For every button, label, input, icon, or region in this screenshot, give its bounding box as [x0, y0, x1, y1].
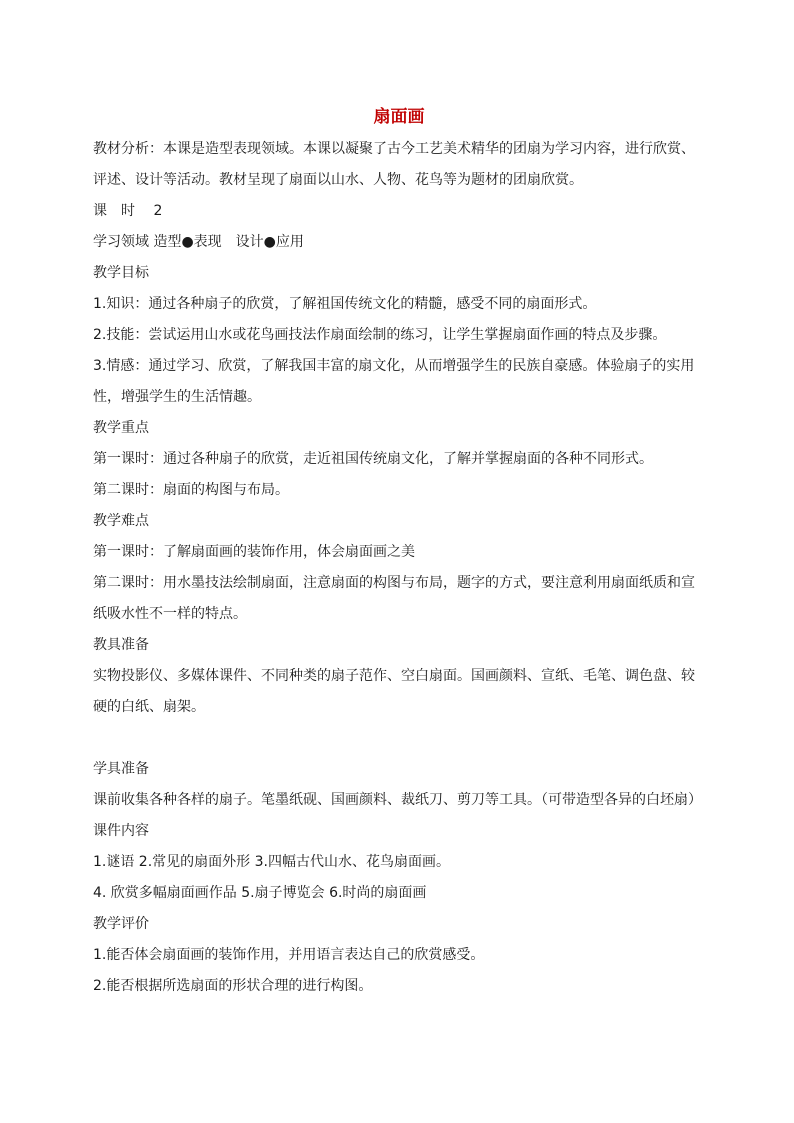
text-line-difficulty-2b: 纸吸水性不一样的特点。: [93, 606, 247, 622]
text-line-goal-emotion-1: 3.情感：通过学习、欣赏，了解我国丰富的扇文化，从而增强学生的民族自豪感。体验扇子的实用: [93, 358, 695, 374]
heading-key-points: 教学重点: [93, 420, 149, 436]
text-line-goal-skill: 2.技能：尝试运用山水或花鸟画技法作扇面绘制的练习，让学生掌握扇面作画的特点及步骤。: [93, 327, 667, 343]
heading-difficulties: 教学难点: [93, 513, 149, 529]
document-page: [93, 100, 705, 1002]
text-line-analysis-2: 评述、设计等活动。教材呈现了扇面以山水、人物、花鸟等为题材的团扇欣赏。: [93, 172, 583, 188]
text-line-difficulty-2a: 第二课时：用水墨技法绘制扇面，注意扇面的构图与布局，题字的方式，要注意利用扇面纸质和宣: [93, 575, 695, 591]
heading-learning-aids: 学具准备: [93, 761, 149, 777]
heading-courseware-content: 课件内容: [93, 823, 149, 839]
heading-teaching-evaluation: 教学评价: [93, 916, 149, 932]
heading-teaching-goals: 教学目标: [93, 265, 149, 281]
text-line-evaluation-1: 1.能否体会扇面画的装饰作用，并用语言表达自己的欣赏感受。: [93, 947, 485, 963]
blank-line: [93, 723, 705, 754]
text-line-analysis-1: 教材分析：本课是造型表现领域。本课以凝聚了古今工艺美术精华的团扇为学习内容，进行欣赏、: [93, 141, 695, 157]
text-line-learning-aids: 课前收集各种各样的扇子。笔墨纸砚、国画颜料、裁纸刀、剪刀等工具。（可带造型各异的白坯扇）: [93, 792, 702, 808]
text-line-teaching-aids-2: 硬的白纸、扇架。: [93, 699, 205, 715]
text-line-key-point-1: 第一课时：通过各种扇子的欣赏，走近祖国传统扇文化，了解并掌握扇面的各种不同形式。: [93, 451, 653, 467]
text-line-key-point-2: 第二课时：扇面的构图与布局。: [93, 482, 289, 498]
text-line-courseware-2: 4. 欣赏多幅扇面画作品 5.扇子博览会 6.时尚的扇面画: [93, 885, 427, 901]
text-line-evaluation-2: 2.能否根据所选扇面的形状合理的进行构图。: [93, 978, 373, 994]
text-line-learning-domain: 学习领域 造型●表现 设计●应用: [93, 234, 304, 250]
text-line-difficulty-1: 第一课时：了解扇面画的装饰作用，体会扇面画之美: [93, 544, 415, 560]
text-line-teaching-aids-1: 实物投影仪、多媒体课件、不同种类的扇子范作、空白扇面。国画颜料、宣纸、毛笔、调色盘、较: [93, 668, 695, 684]
text-line-goal-emotion-2: 性，增强学生的生活情趣。: [93, 389, 261, 405]
text-line-courseware-1: 1.谜语 2.常见的扇面外形 3.四幅古代山水、花鸟扇面画。: [93, 854, 450, 870]
text-line-class-hours: 课 时 2: [93, 203, 163, 219]
heading-teaching-aids: 教具准备: [93, 637, 149, 653]
document-title: 扇面画: [373, 107, 425, 127]
text-line-goal-knowledge: 1.知识：通过各种扇子的欣赏，了解祖国传统文化的精髓，感受不同的扇面形式。: [93, 296, 597, 312]
